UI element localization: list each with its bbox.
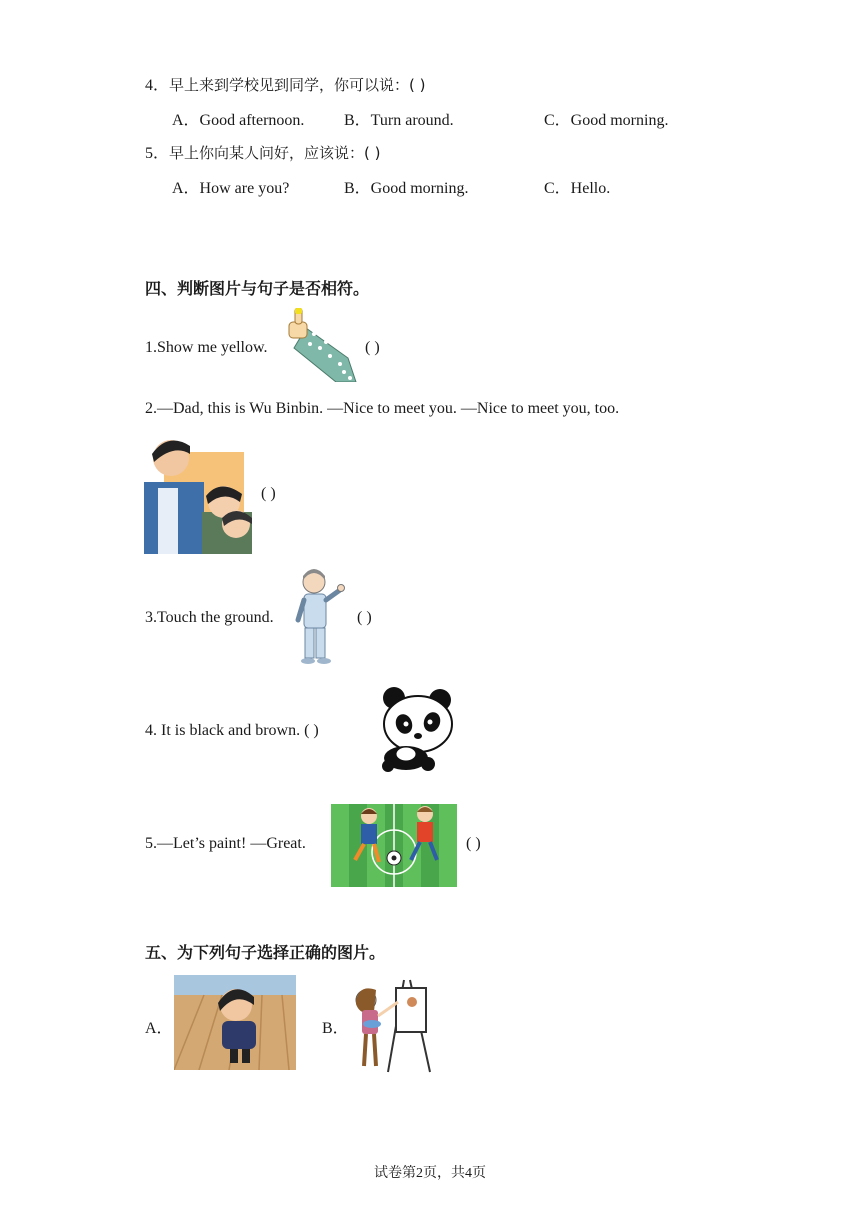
q5-option-a[interactable]: A．How are you? [172, 180, 290, 197]
girl-painting-image [350, 974, 434, 1074]
boy-touching-ground-image [174, 975, 296, 1070]
question-number: 5． [145, 145, 170, 162]
father-and-boy-image [144, 432, 252, 554]
option-b-label[interactable]: B． [322, 1020, 349, 1037]
q4-option-b[interactable]: B．Turn around. [344, 112, 454, 129]
question-text: 早上来到学校见到同学，你可以说：( ) [169, 76, 426, 94]
section-4-title: 四、判断图片与句子是否相符。 [145, 279, 370, 298]
q4-option-c[interactable]: C．Good morning. [544, 112, 669, 129]
q5-option-b[interactable]: B．Good morning. [344, 180, 469, 197]
question-4-stem [145, 72, 426, 95]
question-number: 4． [145, 77, 170, 94]
judge-item-1-answer[interactable]: ( ) [365, 339, 380, 356]
q4-option-a[interactable]: A．Good afternoon. [172, 112, 305, 129]
question-text: 早上你向某人问好，应该说：( ) [169, 144, 381, 162]
judge-item-3-text: 3.Touch the ground. [145, 609, 274, 626]
section-5-title: 五、为下列句子选择正确的图片。 [145, 943, 386, 962]
judge-item-5-text: 5.—Let’s paint! —Great. [145, 835, 306, 852]
football-image [331, 804, 457, 887]
judge-item-2-answer[interactable]: ( ) [261, 485, 276, 502]
judge-item-4-text: 4. It is black and brown. ( ) [145, 722, 319, 739]
boy-waving-image [292, 568, 346, 666]
panda-image [376, 686, 456, 772]
judge-item-3-answer[interactable]: ( ) [357, 609, 372, 626]
judge-item-1-text: 1.Show me yellow. [145, 339, 268, 356]
question-5-stem [145, 140, 381, 163]
option-a-label[interactable]: A． [145, 1020, 173, 1037]
judge-item-5-answer[interactable]: ( ) [466, 835, 481, 852]
finger-yellow-image [286, 308, 360, 382]
judge-item-2-text: 2.—Dad, this is Wu Binbin. —Nice to meet you. —Nice to meet you, too. [145, 400, 620, 417]
page-footer: 试卷第2页，共4页 [374, 1166, 486, 1181]
q5-option-c[interactable]: C．Hello. [544, 180, 611, 197]
